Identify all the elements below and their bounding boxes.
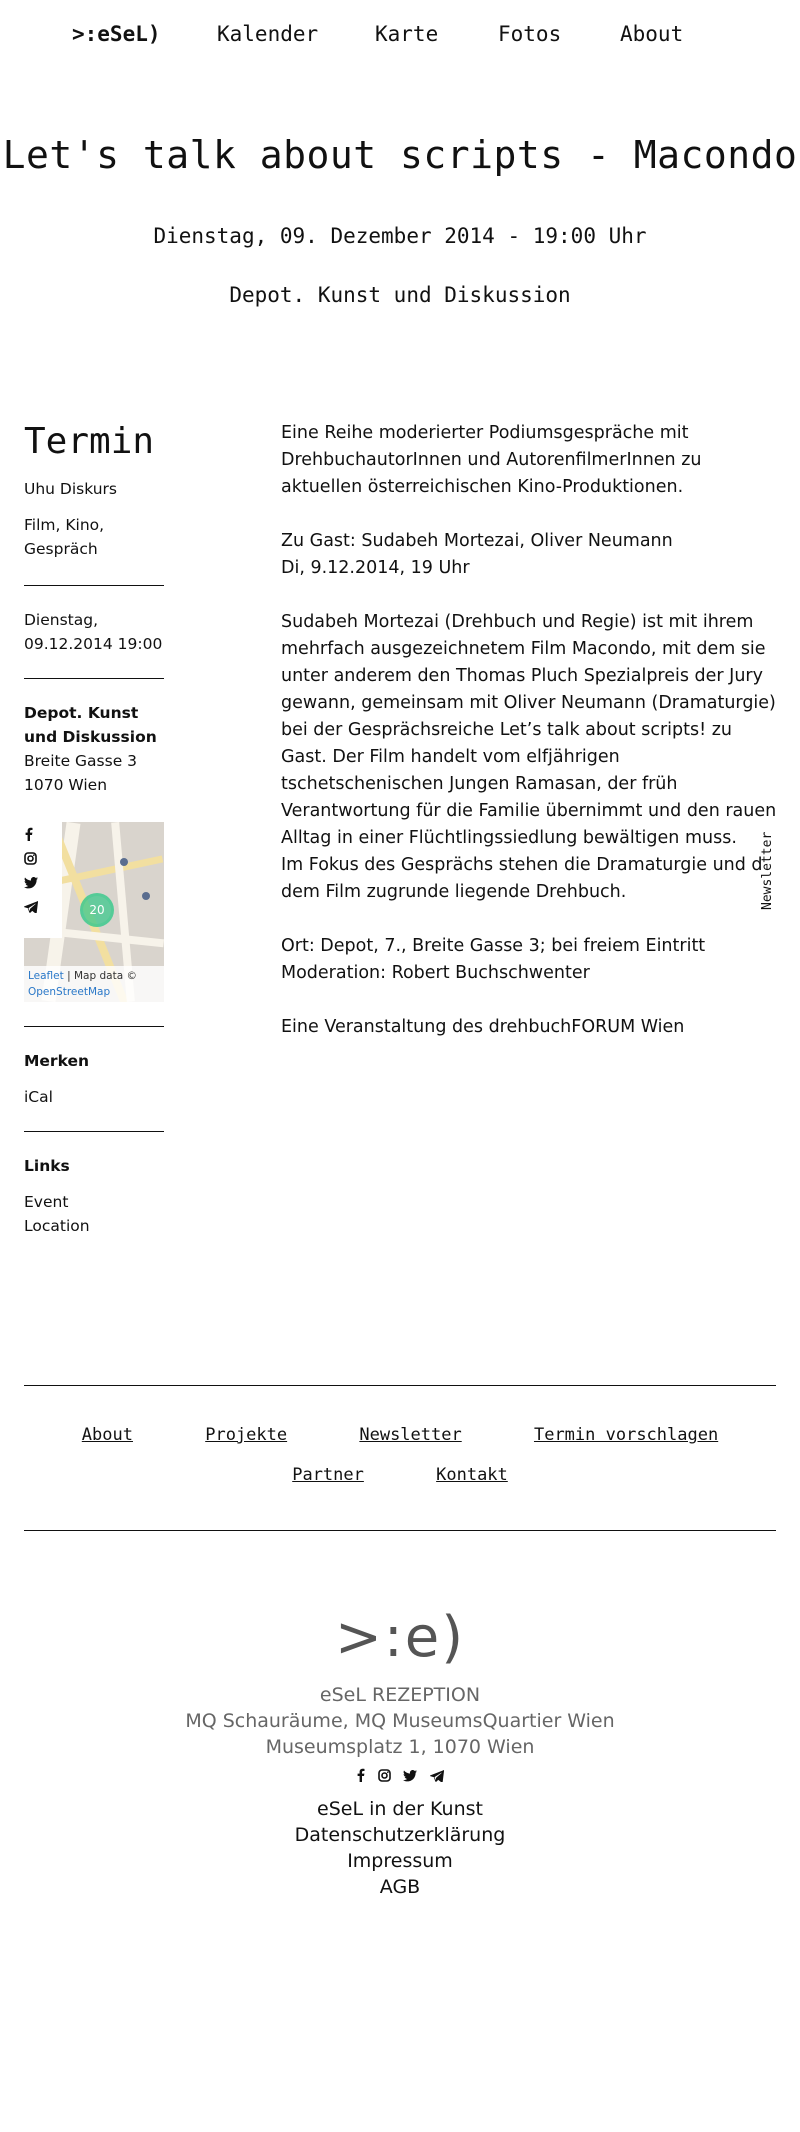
event-datetime-line2: 09.12.2014 19:00: [24, 635, 163, 653]
nav-item-kalender[interactable]: Kalender: [217, 22, 319, 46]
footer-links: [0, 1796, 800, 1900]
footer-link-partner[interactable]: Partner: [292, 1465, 364, 1485]
footer-divider: [24, 1385, 776, 1386]
footer-link-kontakt[interactable]: Kontakt: [436, 1465, 508, 1485]
organizer-line: Eine Veranstaltung des drehbuchFORUM Wien: [281, 1017, 685, 1037]
footer-nav-row1: [0, 1425, 800, 1445]
newsletter-tab-label: Newsletter: [760, 831, 775, 910]
event-location: [24, 701, 164, 797]
event-description: [281, 420, 781, 1041]
footer-link-agb[interactable]: AGB: [379, 1876, 421, 1898]
footer-info-name: eSeL REZEPTION: [319, 1684, 481, 1706]
footer-link-termin-vorschlagen[interactable]: Termin vorschlagen: [533, 1425, 719, 1445]
location-address-line2: 1070 Wien: [24, 776, 108, 794]
nav-item-fotos[interactable]: Fotos: [498, 22, 562, 46]
moderation-line: Moderation: Robert Buchschwenter: [281, 963, 590, 983]
map-marker[interactable]: 20: [80, 893, 114, 927]
event-title: Let's talk about scripts - Macondo: [2, 133, 798, 177]
guests-line: Zu Gast: Sudabeh Mortezai, Oliver Neumann: [281, 531, 673, 551]
sidebar-divider: [24, 585, 164, 586]
footer-social-icons: [0, 1768, 800, 1786]
site-logo-link[interactable]: >:eSeL): [72, 22, 161, 46]
description-paragraph: Eine Reihe moderierter Podiumsgespräche mit DrehbuchautorInnen und AutorenfilmerInnen zu aktuellen österreichischen Kino-Produktionen.: [281, 423, 702, 497]
footer-link-about[interactable]: About: [81, 1425, 133, 1445]
share-icons: [24, 826, 44, 922]
footer-logo: >:e): [334, 1605, 466, 1670]
event-date: Dienstag, 09. Dezember 2014 - 19:00 Uhr: [153, 224, 647, 248]
sidebar-divider: [24, 1026, 164, 1027]
footer-info-address: Museumsplatz 1, 1070 Wien: [265, 1736, 535, 1758]
nav-item-karte[interactable]: Karte: [375, 22, 439, 46]
sidebar-lower: [24, 1026, 164, 1238]
map-attribution-text: | Map data ©: [63, 970, 137, 982]
sidebar-divider: [24, 1131, 164, 1132]
location-name: Depot. Kunst und Diskussion: [24, 704, 157, 746]
leaflet-link[interactable]: Leaflet: [28, 970, 64, 982]
location-line: Ort: Depot, 7., Breite Gasse 3; bei freiem Eintritt: [281, 936, 706, 956]
location-map[interactable]: [24, 822, 164, 1002]
map-attribution: [24, 966, 164, 1002]
instagram-icon[interactable]: [24, 850, 44, 874]
footer-info: [0, 1682, 800, 1760]
twitter-icon[interactable]: [24, 874, 44, 898]
footer-link-impressum[interactable]: Impressum: [347, 1850, 453, 1872]
merken-heading: Merken: [24, 1052, 90, 1070]
footer-link-projekte[interactable]: Projekte: [205, 1425, 288, 1445]
newsletter-tab[interactable]: [760, 830, 776, 910]
description-paragraph: Sudabeh Mortezai (Drehbuch und Regie) ist mit ihrem mehrfach ausgezeichnetem Film Macondo, mit dem sie unter anderem den Thomas Pluch Spezialpreis der Jury gewann, gemeinsam mit Oliver Neumann (Dramaturgie) bei der Gesprächsreiche Let’s talk about scripts! zu Gast. Der Film handelt vom elfjährigen tschetschenischen Jungen Ramasan, der früh Verantwortung für die Familie übernimmt und den rauen Alltag in einer Flüchtlingssiedlung bewältigen muss.: [281, 612, 777, 848]
event-sidebar: [24, 420, 164, 797]
facebook-icon[interactable]: [356, 1770, 365, 1786]
event-category: Uhu Diskurs: [24, 480, 118, 498]
event-tags: Film, Kino, Gespräch: [24, 516, 105, 558]
footer-divider: [24, 1530, 776, 1531]
footer-link-datenschutz[interactable]: Datenschutzerklärung: [294, 1824, 506, 1846]
event-time-line: Di, 9.12.2014, 19 Uhr: [281, 558, 470, 578]
twitter-icon[interactable]: [403, 1770, 417, 1786]
location-address-line1: Breite Gasse 3: [24, 752, 138, 770]
event-datetime-line1: Dienstag,: [24, 611, 99, 629]
location-link[interactable]: Location: [24, 1217, 90, 1235]
event-venue: Depot. Kunst und Diskussion: [229, 283, 571, 307]
event-link[interactable]: Event: [24, 1193, 69, 1211]
telegram-icon[interactable]: [430, 1770, 444, 1786]
instagram-icon[interactable]: [378, 1770, 391, 1786]
sidebar-divider: [24, 678, 164, 679]
description-paragraph: Im Fokus des Gesprächs stehen die Dramaturgie und d dem Film zugrunde liegende Drehbuch.: [281, 855, 763, 902]
event-datetime: [24, 608, 164, 656]
links-heading: Links: [24, 1157, 70, 1175]
nav-item-about[interactable]: About: [620, 22, 684, 46]
telegram-icon[interactable]: [24, 898, 44, 922]
ical-link[interactable]: iCal: [24, 1088, 53, 1106]
top-nav: [0, 22, 800, 52]
footer-link-esel-in-der-kunst[interactable]: eSeL in der Kunst: [317, 1798, 483, 1820]
sidebar-heading: Termin: [24, 421, 155, 462]
openstreetmap-link[interactable]: OpenStreetMap: [28, 986, 111, 998]
footer-link-newsletter[interactable]: Newsletter: [359, 1425, 462, 1445]
footer-nav-row2: [0, 1465, 800, 1485]
footer-info-location: MQ Schauräume, MQ MuseumsQuartier Wien: [185, 1710, 615, 1732]
facebook-icon[interactable]: [24, 826, 44, 850]
